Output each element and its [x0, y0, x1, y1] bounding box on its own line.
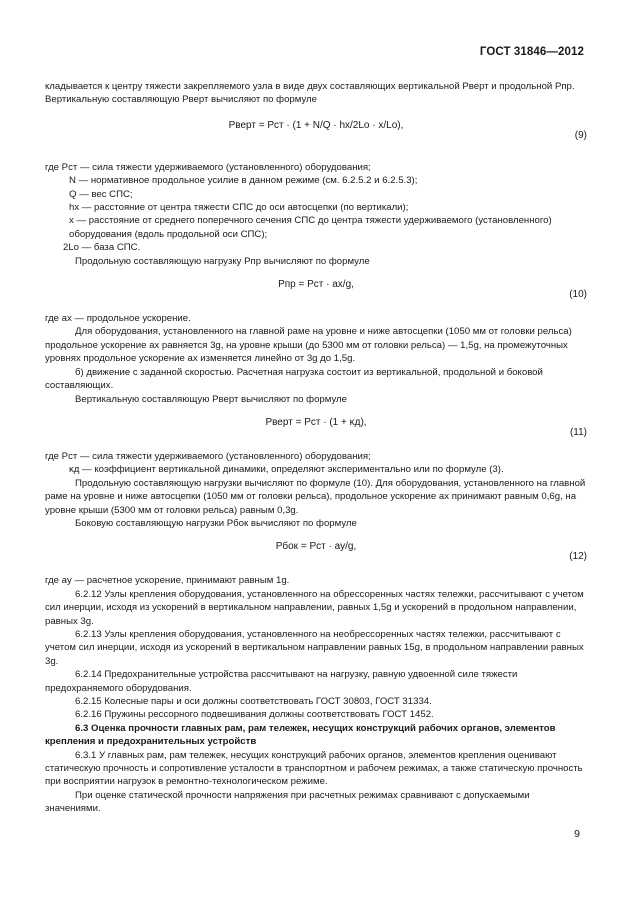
formula-11-number: (11): [569, 426, 587, 438]
page-body: [45, 80, 587, 816]
clause-6-2-15: 6.2.15 Колесные пары и оси должны соответствовать ГОСТ 30803, ГОСТ 31334.: [75, 696, 432, 707]
page-number: 9: [574, 828, 580, 840]
paragraph-where-ay: где ay — расчетное ускорение, принимают равным 1g.: [45, 575, 290, 587]
formula-10-number: (10): [569, 289, 587, 301]
definition-x: x — расстояние от среднего поперечного сечения СПС до центра тяжести удерживаемого (установленного) оборудования (вдоль продольной оси СПС);: [69, 215, 552, 240]
formula-12: [45, 540, 587, 574]
formula-12-expression: Pбок = Pст · ay/g,: [275, 541, 357, 553]
definition-hx: hх — расстояние от центра тяжести СПС до оси автосцепки (по вертикали);: [69, 202, 409, 214]
definition-n: N — нормативное продольное усилие в данном режиме (см. 6.2.5.2 и 6.2.5.3);: [69, 175, 418, 187]
formula-11-expression: Pверт = Pст · (1 + κд),: [265, 416, 367, 428]
paragraph-where-ax: где ax — продольное ускорение.: [45, 313, 191, 325]
formula-11: [45, 416, 587, 450]
section-heading-6-3: 6.3 Оценка прочности главных рам, рам тележек, несущих конструкций рабочих органов, элементов крепления и предохранительных устройств: [45, 722, 556, 748]
paragraph-longitudinal-2: Продольную составляющую нагрузки вычисляют по формуле (10). Для оборудования, установленного на главной раме на уровне и ниже автосцепки (1050 мм от головки рельса), продольное ускорение ax принимают равным 0,6g, на уровне крыши (5300 мм от головки рельса) равным 0,3g.: [45, 477, 586, 516]
formula-9-expression: Pверт = Pст · (1 + N/Q · hx/2Lо · x/Lо),: [228, 119, 404, 131]
paragraph-where-pst: где Pст — сила тяжести удерживаемого (установленного) оборудования;: [45, 161, 371, 173]
paragraph-longitudinal: Продольную составляющую нагрузку Pпр вычисляют по формуле: [75, 255, 370, 267]
clause-6-2-16: 6.2.16 Пружины рессорного подвешивания должны соответствовать ГОСТ 1452.: [75, 709, 434, 721]
paragraph-side: Боковую составляющую нагрузки Pбок вычисляют по формуле: [75, 517, 357, 529]
definition-kd: κд — коэффициент вертикальной динамики, определяют экспериментально или по формуле (3).: [69, 464, 504, 476]
definition-q: Q — вес СПС;: [69, 188, 133, 200]
definition-2l: 2Lо — база СПС.: [63, 242, 141, 254]
paragraph-main-frame: Для оборудования, установленного на главной раме на уровне и ниже автосцепки (1050 мм от головки рельса) продольное ускорение ax равняется 3g, на уровне крыши (до 5300 мм от головки рельса) — 1,5g, на промежуточных уровнях продольное ускорение ax изменяется линейно от 3g до 1,5g.: [45, 326, 572, 365]
formula-10: [45, 278, 587, 312]
formula-10-expression: Pпр = Pст · ax/g,: [278, 279, 354, 291]
formula-9-number: (9): [574, 129, 587, 141]
paragraph-vertical: Вертикальную составляющую Pверт вычисляют по формуле: [75, 393, 347, 405]
clause-6-2-13: 6.2.13 Узлы крепления оборудования, установленного на необрессоренных частях тележки, рассчитывают с учетом сил инерции, исходя из ускорений в вертикальном направлении равных 15g, в продольном направлении равных 3g.: [45, 628, 584, 667]
formula-9: [45, 119, 587, 161]
clause-6-2-12: 6.2.12 Узлы крепления оборудования, установленного на обрессоренных частях тележки, рассчитывают с учетом сил инерции, исходя из ускорений в вертикальном направлении, равных 1,5g и ускорений в продольном направлении, равных 3g.: [45, 588, 584, 627]
paragraph-static-strength: При оценке статической прочности напряжения при расчетных режимах сравнивают с допускаемыми значениями.: [45, 789, 530, 815]
clause-6-2-14: 6.2.14 Предохранительные устройства рассчитывают на нагрузку, равную удвоенной силе тяжести предохраняемого оборудования.: [45, 669, 518, 694]
standard-header: ГОСТ 31846—2012: [479, 46, 584, 58]
clause-6-3-1: 6.3.1 У главных рам, рам тележек, несущих конструкций рабочих органов, элементов крепления оценивают статическую прочность и сопротивление усталости в транспортном и рабочем режимах, а также статическую прочность при восприятии нагрузок в ремонтно-технологическом режиме.: [45, 749, 583, 788]
paragraph-intro: кладывается к центру тяжести закрепляемого узла в виде двух составляющих вертикальной Pверт и продольной Pпр. Вертикальную составляющую Pверт вычисляют по формуле: [45, 81, 575, 106]
formula-12-number: (12): [569, 551, 587, 563]
paragraph-movement: б) движение с заданной скоростью. Расчетная нагрузка состоит из вертикальной, продольной и боковой составляющих.: [45, 366, 543, 392]
paragraph-where-pst-2: где Pст — сила тяжести удерживаемого (установленного) оборудования;: [45, 450, 371, 462]
